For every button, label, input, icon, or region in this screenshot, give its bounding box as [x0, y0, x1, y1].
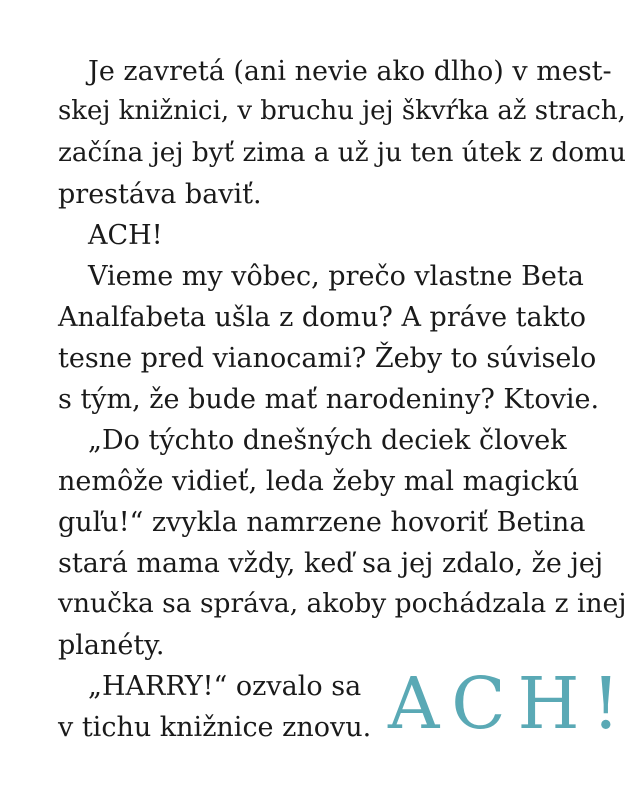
- text-line: „HARRY!“ ozvalo sa: [88, 671, 362, 702]
- text-line: „Do týchto dnešných deciek človek: [88, 425, 567, 456]
- text-line: ACH!: [88, 220, 163, 251]
- decorative-ach-heading: ACH!: [388, 662, 632, 745]
- text-line: tesne pred vianocami? Žeby to súviselo: [58, 343, 597, 374]
- text-line: v tichu knižnice znovu.: [58, 712, 372, 743]
- text-line: skej knižnici, v bruchu jej škvŕka až strach,: [58, 96, 626, 126]
- text-line: planéty.: [58, 630, 165, 661]
- text-line: stará mama vždy, keď sa jej zdalo, že jej: [58, 548, 604, 579]
- text-line: začína jej byť zima a už ju ten útek z domu: [58, 138, 626, 168]
- text-line: nemôže vidieť, leda žeby mal magickú: [58, 466, 580, 497]
- text-line: Je zavretá (ani nevie ako dlho) v mest-: [88, 56, 612, 87]
- text-line: Vieme my vôbec, prečo vlastne Beta: [88, 261, 584, 292]
- text-line: Analfabeta ušla z domu? A práve takto: [58, 302, 587, 333]
- text-line: guľu!“ zvykla namrzene hovoriť Betina: [58, 507, 586, 538]
- text-line: s tým, že bude mať narodeniny? Ktovie.: [58, 384, 600, 415]
- text-line: vnučka sa správa, akoby pochádzala z inej: [58, 588, 627, 619]
- text-line: prestáva baviť.: [58, 179, 262, 210]
